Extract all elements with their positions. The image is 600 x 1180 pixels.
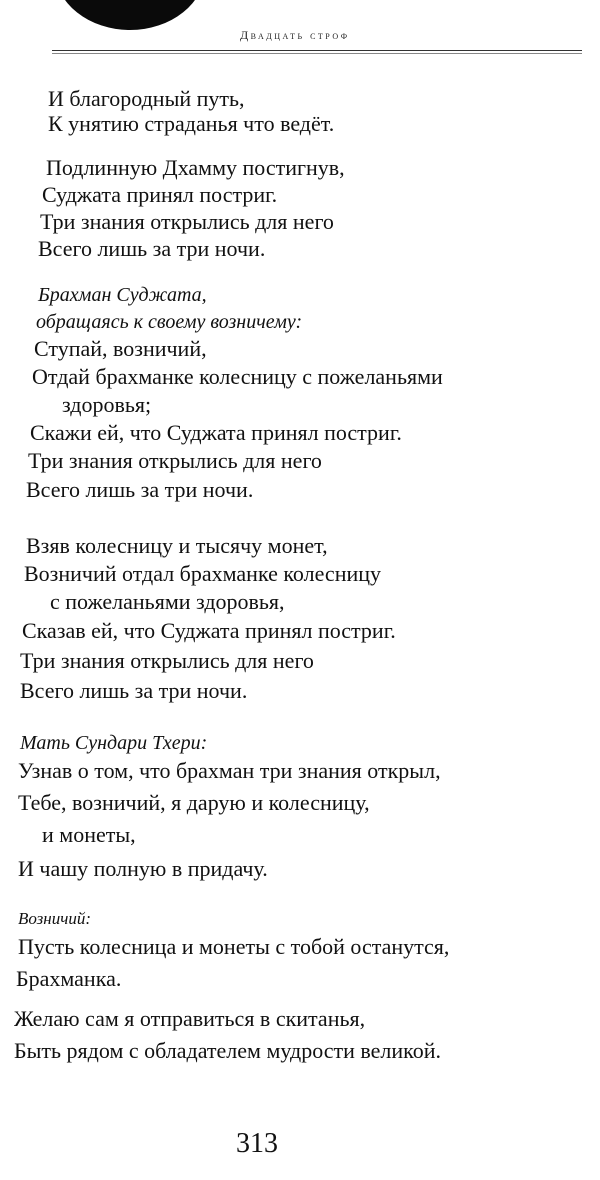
verse-line: Тебе, возничий, я дарую и колесницу, <box>18 790 370 815</box>
verse-line: Скажи ей, что Суджата принял постриг. <box>30 420 402 445</box>
speaker-label: обращаясь к своему возничему: <box>36 311 303 333</box>
verse-line: Отдай брахманке колесницу с пожеланьями <box>32 364 443 389</box>
verse-line: Узнав о том, что брахман три знания открыл, <box>18 758 441 783</box>
verse-line: Всего лишь за три ночи. <box>20 678 248 703</box>
verse-line: с пожеланьями здоровья, <box>50 589 285 614</box>
verse-line: К унятию страданья что ведёт. <box>48 111 335 136</box>
header-rule-thin <box>52 53 582 54</box>
verse-line: Суджата принял постриг. <box>42 182 278 207</box>
verse-line: Взяв колесницу и тысячу монет, <box>26 533 328 558</box>
verse-line: Ступай, возничий, <box>34 336 207 361</box>
verse-line: И благородный путь, <box>48 86 245 111</box>
verse-line: Пусть колесница и монеты с тобой останутся, <box>18 934 450 959</box>
verse-line: Подлинную Дхамму постигнув, <box>46 155 345 180</box>
header-rule <box>52 50 582 51</box>
running-head: Двадцать строф <box>240 28 350 42</box>
verse-line: Возничий отдал брахманке колесницу <box>24 561 382 586</box>
ink-blot <box>55 0 205 30</box>
verse-line: Всего лишь за три ночи. <box>38 236 266 261</box>
verse-line: Быть рядом с обладателем мудрости великой. <box>14 1038 442 1063</box>
verse-line: Желаю сам я отправиться в скитанья, <box>14 1006 366 1031</box>
verse-line: здоровья; <box>62 392 152 417</box>
speaker-label: Мать Сундари Тхери: <box>20 732 208 754</box>
verse-line: и монеты, <box>42 822 136 847</box>
verse-line: Брахманка. <box>16 966 122 991</box>
speaker-label: Брахман Суджата, <box>38 284 207 306</box>
verse-line: Три знания открылись для него <box>40 209 334 234</box>
page-number: 313 <box>236 1128 278 1159</box>
verse-line: Три знания открылись для него <box>28 448 322 473</box>
speaker-label: Возничий: <box>18 909 91 928</box>
verse-line: Всего лишь за три ночи. <box>26 477 254 502</box>
verse-line: Сказав ей, что Суджата принял постриг. <box>22 618 396 643</box>
verse-line: Три знания открылись для него <box>20 648 314 673</box>
verse-line: И чашу полную в придачу. <box>18 856 268 881</box>
